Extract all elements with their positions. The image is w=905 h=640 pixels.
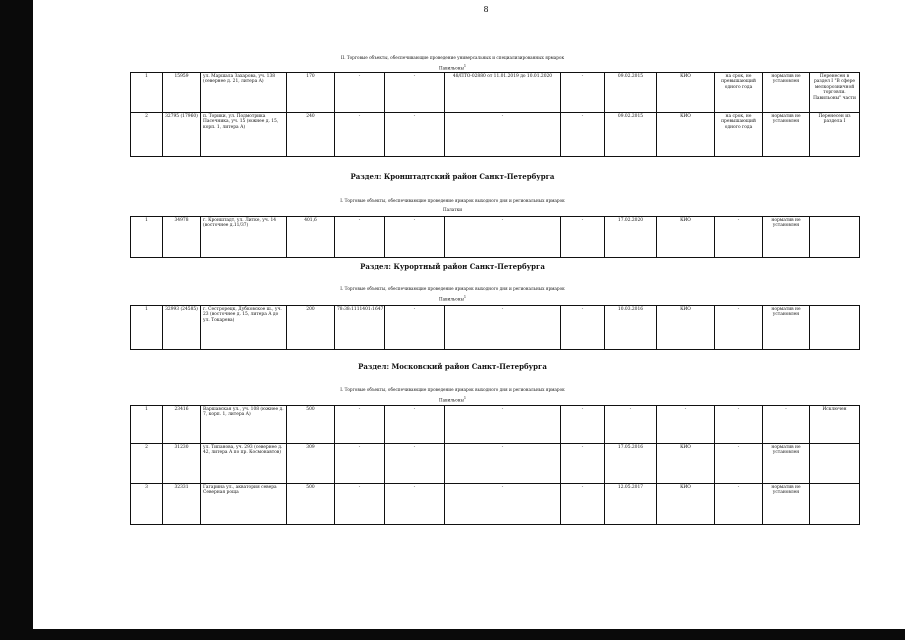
document-cell: - (445, 444, 561, 484)
address-cell: Варшавская ул., уч. 108 (южнее д. 7, корп. 1, литера А) (201, 406, 287, 444)
date-cell: 12.05.2017 (605, 484, 657, 525)
norm-cell: норматив не установлен (763, 484, 810, 525)
row-number-cell: 2 (131, 113, 163, 157)
cadastral-cell: - (335, 406, 385, 444)
note-cell (810, 444, 860, 484)
document-cell: 48/ПТО-02880 от 11.01.2019 до 10.01.2020 (445, 73, 561, 113)
column-7-cell: - (561, 217, 605, 258)
norm-cell: норматив не установлен (763, 444, 810, 484)
column-5-cell: - (385, 73, 445, 113)
organization-cell: КИО (657, 73, 715, 113)
column-5-cell: - (385, 306, 445, 350)
document-cell: - (445, 484, 561, 525)
note-cell (810, 306, 860, 350)
term-cell: - (715, 484, 763, 525)
term-cell: на срок, не превышающий одного года (715, 113, 763, 157)
row-number-cell: 3 (131, 484, 163, 525)
term-cell: - (715, 444, 763, 484)
area-cell: 401,6 (287, 217, 335, 258)
document-cell: - (445, 113, 561, 157)
date-cell: 09.02.2015 (605, 113, 657, 157)
section-caption: I. Торговые объекты, обеспечивающие проведение ярмарок выходного дня и региональных ярмарок (340, 387, 565, 392)
object-id-cell: 32795 (17960) (163, 113, 201, 157)
section-subcaption: Палатки (442, 207, 463, 212)
section-heading-kurortny: Раздел: Курортный район Санкт-Петербурга (360, 262, 545, 271)
row-number-cell: 1 (131, 217, 163, 258)
organization-cell: КИО (657, 113, 715, 157)
object-id-cell: 15959 (163, 73, 201, 113)
column-7-cell: - (561, 484, 605, 525)
column-5-cell: - (385, 406, 445, 444)
term-cell: на срок, не превышающий одного года (715, 73, 763, 113)
scan-border-bottom (0, 629, 905, 640)
page-number: 8 (483, 5, 489, 14)
area-cell: 309 (287, 444, 335, 484)
section-subcaption: Павильоны$^1$ (438, 396, 467, 403)
document-cell: - (445, 406, 561, 444)
date-cell: 10.03.2016 (605, 306, 657, 350)
column-7-cell: - (561, 306, 605, 350)
object-id-cell: 32331 (163, 484, 201, 525)
section-caption: II. Торговые объекты, обеспечивающие проведение универсальных и специализированных ярмарок (340, 55, 565, 60)
column-5-cell: - (385, 113, 445, 157)
address-cell: Гагарина ул., акватория севера Северная роща (201, 484, 287, 525)
row-number-cell: 2 (131, 444, 163, 484)
note-cell (810, 217, 860, 258)
section-subcaption: Павильоны$^1$ (438, 295, 467, 302)
row-number-cell: 1 (131, 306, 163, 350)
table-section-3 (130, 305, 860, 350)
table-section-1 (130, 72, 860, 157)
table-row (131, 444, 860, 484)
note-cell: Перенесен в раздел I "В сфере мелкорозничной торговли. Павильоны" части (810, 73, 860, 113)
column-7-cell: - (561, 444, 605, 484)
table-row (131, 306, 860, 350)
section-heading-moskovsky: Раздел: Московский район Санкт-Петербурга (358, 362, 547, 371)
section-subcaption: Павильоны$^1$ (438, 64, 467, 71)
note-cell: Перенесен из раздела I (810, 113, 860, 157)
cadastral-cell: - (335, 73, 385, 113)
table-section-2 (130, 216, 860, 258)
object-id-cell: 31230 (163, 444, 201, 484)
date-cell: - (605, 406, 657, 444)
address-cell: ул. Маршала Захарова, уч. 138 (севернее д. 21, литера А) (201, 73, 287, 113)
column-7-cell: - (561, 73, 605, 113)
norm-cell: норматив не установлен (763, 217, 810, 258)
cadastral-cell: - (335, 113, 385, 157)
area-cell: 500 (287, 406, 335, 444)
term-cell: - (715, 406, 763, 444)
object-id-cell: 23416 (163, 406, 201, 444)
date-cell: 09.02.2015 (605, 73, 657, 113)
area-cell: 240 (287, 113, 335, 157)
document-cell: - (445, 306, 561, 350)
table-row (131, 484, 860, 525)
object-id-cell: 34978 (163, 217, 201, 258)
row-number-cell: 1 (131, 406, 163, 444)
organization-cell: КИО (657, 306, 715, 350)
table-row (131, 73, 860, 113)
area-cell: 170 (287, 73, 335, 113)
organization-cell: КИО (657, 484, 715, 525)
address-cell: п. Торики, ул. Подмотрика Пасечника, уч. 15 (южнее д. 15, корп. 1, литера А) (201, 113, 287, 157)
document-cell: - (445, 217, 561, 258)
norm-cell: норматив не установлен (763, 113, 810, 157)
term-cell: - (715, 306, 763, 350)
section-caption: I. Торговые объекты, обеспечивающие проведение ярмарок выходного дня и региональных ярмарок (340, 198, 565, 203)
table-row (131, 217, 860, 258)
norm-cell: норматив не установлен (763, 306, 810, 350)
column-5-cell: - (385, 217, 445, 258)
table-row (131, 406, 860, 444)
column-7-cell: - (561, 113, 605, 157)
cadastral-cell: - (335, 484, 385, 525)
organization-cell: КИО (657, 217, 715, 258)
address-cell: г. Кронштадт, ул. Литке, уч. 14 (восточнее д.11/37) (201, 217, 287, 258)
address-cell: г. Сестрорецк, Дубковское ш., уч. 23 (восточнее д. 15, литера А до ул. Токарева) (201, 306, 287, 350)
organization-cell: КИО (657, 444, 715, 484)
scan-border-left (0, 0, 33, 640)
term-cell: - (715, 217, 763, 258)
area-cell: 200 (287, 306, 335, 350)
column-5-cell: - (385, 444, 445, 484)
area-cell: 500 (287, 484, 335, 525)
column-7-cell: - (561, 406, 605, 444)
object-id-cell: 32993 (24585) (163, 306, 201, 350)
section-caption: I. Торговые объекты, обеспечивающие проведение ярмарок выходного дня и региональных ярмарок (340, 286, 565, 291)
date-cell: 17.02.2020 (605, 217, 657, 258)
cadastral-cell: - (335, 444, 385, 484)
table-row (131, 113, 860, 157)
organization-cell: - (657, 406, 715, 444)
note-cell (810, 484, 860, 525)
date-cell: 17.05.2016 (605, 444, 657, 484)
address-cell: ул. Типанова, уч. 293 (севернее д. 42, литера А по пр. Космонавтов) (201, 444, 287, 484)
cadastral-cell: 78:38:1111401:1647 (335, 306, 385, 350)
norm-cell: - (763, 406, 810, 444)
note-cell: Исключен (810, 406, 860, 444)
cadastral-cell: - (335, 217, 385, 258)
row-number-cell: 1 (131, 73, 163, 113)
column-5-cell: - (385, 484, 445, 525)
table-section-4 (130, 405, 860, 525)
norm-cell: норматив не установлен (763, 73, 810, 113)
section-heading-kronshtadt: Раздел: Кронштадтский район Санкт-Петербурга (350, 172, 555, 181)
